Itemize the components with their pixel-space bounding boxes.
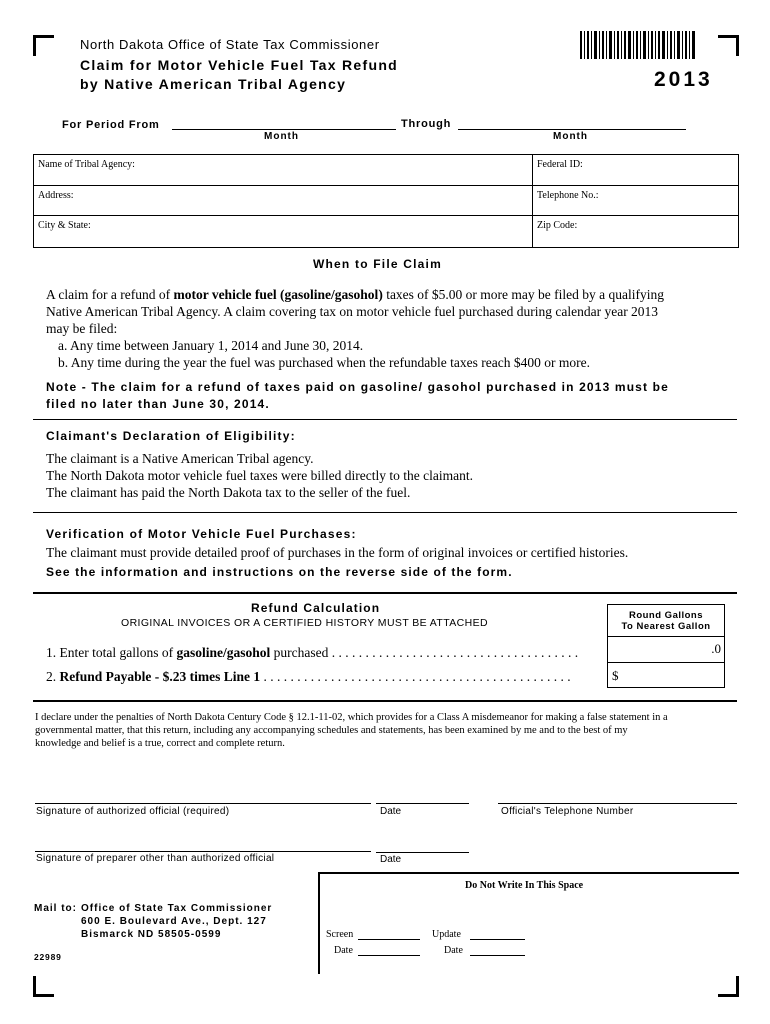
- screen-label: Screen: [326, 929, 354, 940]
- update-field: [470, 939, 525, 940]
- period-from-month-caption: Month: [264, 131, 299, 142]
- when-to-file-item-b: b. Any time during the year the fuel was purchased when the refundable taxes reach $400 or more.: [58, 355, 590, 370]
- preparer-signature-field[interactable]: [35, 851, 371, 852]
- line1-text-bold: gasoline/gasohol: [176, 645, 271, 660]
- verification-title: Verification of Motor Vehicle Fuel Purchases:: [46, 527, 357, 541]
- line2-text-bold: Refund Payable - $.23 times Line 1: [59, 669, 261, 684]
- corner-mark-bottom-left: [33, 976, 54, 997]
- when-to-file-line2: Native American Tribal Agency. A claim covering tax on motor vehicle fuel purchased during calendar year 2013: [46, 304, 659, 319]
- mail-line1: Office of State Tax Commissioner: [81, 903, 273, 914]
- when-to-file-intro: [46, 286, 664, 303]
- barcode: [580, 31, 695, 59]
- declaration-line3: The claimant has paid the North Dakota tax to the seller of the fuel.: [46, 485, 411, 500]
- penalty-line2: governmental matter, that this return, including any accompanying schedules and statements, has been examined by me and to the best of my: [35, 725, 628, 736]
- penalty-line1: I declare under the penalties of North Dakota Century Code § 12.1-11-02, which provides for a Class A misdemeanor for making a false statement in a: [35, 712, 668, 723]
- office-use-box: [318, 872, 739, 974]
- address-field[interactable]: Address:: [38, 190, 74, 201]
- divider-refund: [33, 592, 737, 594]
- form-title-line1: Claim for Motor Vehicle Fuel Tax Refund: [80, 57, 399, 73]
- tribal-agency-name-field[interactable]: Name of Tribal Agency:: [38, 159, 135, 170]
- corner-mark-bottom-right: [718, 976, 739, 997]
- gallons-column-box: [607, 604, 725, 688]
- line2-value: $: [612, 668, 619, 683]
- federal-id-field[interactable]: Federal ID:: [537, 159, 583, 170]
- line2-dots: . . . . . . . . . . . . . . . . . . . . . . . . . . . . . . . . . . . . . . . . . . . . . .: [260, 669, 571, 684]
- mail-to-label: Mail to:: [34, 903, 77, 914]
- corner-mark-top-right: [718, 35, 739, 56]
- official-phone-label: Official's Telephone Number: [501, 806, 634, 817]
- declaration-line2: The North Dakota motor vehicle fuel taxes were billed directly to the claimant.: [46, 468, 473, 483]
- note-line1: Note - The claim for a refund of taxes paid on gasoline/ gasohol purchased in 2013 must be: [46, 380, 669, 394]
- screen-date-label: Date: [334, 945, 353, 956]
- period-through-month-caption: Month: [553, 131, 588, 142]
- round-gallons-header: [608, 605, 724, 637]
- divider-declaration: [33, 419, 737, 420]
- period-through-month-field[interactable]: [458, 129, 686, 130]
- preparer-date-field[interactable]: [376, 852, 469, 853]
- round-line2: To Nearest Gallon: [621, 621, 711, 632]
- line2-refund-field[interactable]: [608, 663, 724, 687]
- office-use-title: Do Not Write In This Space: [465, 880, 584, 891]
- refund-title: Refund Calculation: [251, 601, 381, 615]
- declaration-line1: The claimant is a Native American Tribal agency.: [46, 451, 314, 466]
- city-state-field[interactable]: City & State:: [38, 220, 91, 231]
- refund-subtitle: ORIGINAL INVOICES OR A CERTIFIED HISTORY MUST BE ATTACHED: [121, 617, 489, 629]
- note-line2: filed no later than June 30, 2014.: [46, 397, 270, 411]
- intro-text-b: taxes of $5.00 or more may be filed by a qualifying: [382, 287, 664, 302]
- period-from-label: For Period From: [62, 119, 160, 131]
- preparer-date-label: Date: [380, 854, 402, 865]
- intro-text-bold: motor vehicle fuel (gasoline/gasohol): [173, 287, 383, 302]
- zip-code-field[interactable]: Zip Code:: [537, 220, 578, 231]
- official-signature-field[interactable]: [35, 803, 371, 804]
- screen-field: [358, 939, 420, 940]
- official-date-label: Date: [380, 806, 402, 817]
- update-date-field: [470, 955, 525, 956]
- line1-value: .0: [711, 641, 721, 656]
- line1-text-b: purchased . . . . . . . . . . . . . . . . . . . . . . . . . . . . . . . . . . . . .: [270, 645, 579, 660]
- claimant-info-box: [33, 154, 739, 248]
- divider-verification: [33, 512, 737, 513]
- update-date-label: Date: [444, 945, 463, 956]
- preparer-signature-label: Signature of preparer other than authorized official: [36, 853, 275, 864]
- declaration-title: Claimant's Declaration of Eligibility:: [46, 429, 296, 443]
- when-to-file-line3: may be filed:: [46, 321, 118, 336]
- corner-mark-top-left: [33, 35, 54, 56]
- line1-text-a: 1. Enter total gallons of: [46, 645, 177, 660]
- period-through-label: Through: [401, 118, 452, 130]
- divider-penalty: [33, 700, 737, 702]
- intro-text-a: A claim for a refund of: [46, 287, 174, 302]
- round-line1: Round Gallons: [628, 610, 704, 621]
- official-date-field[interactable]: [376, 803, 469, 804]
- screen-date-field: [358, 955, 420, 956]
- form-year: 2013: [654, 68, 713, 91]
- penalty-statement: [35, 711, 668, 750]
- refund-line2: [46, 668, 571, 685]
- penalty-line3: knowledge and belief is a true, correct and complete return.: [35, 738, 285, 749]
- when-to-file-item-a: a. Any time between January 1, 2014 and June 30, 2014.: [58, 338, 364, 353]
- refund-line1: [46, 644, 578, 661]
- form-title-line2: by Native American Tribal Agency: [80, 76, 347, 92]
- when-to-file-title: When to File Claim: [313, 257, 442, 271]
- line2-number: 2.: [46, 669, 60, 684]
- official-signature-label: Signature of authorized official (required): [36, 806, 230, 817]
- telephone-field[interactable]: Telephone No.:: [537, 190, 599, 201]
- agency-name: North Dakota Office of State Tax Commissioner: [80, 37, 380, 52]
- update-label: Update: [432, 929, 461, 940]
- official-phone-field[interactable]: [498, 803, 737, 804]
- verification-line2: See the information and instructions on the reverse side of the form.: [46, 565, 513, 579]
- mail-line3: Bismarck ND 58505-0599: [81, 929, 222, 940]
- period-from-month-field[interactable]: [172, 129, 396, 130]
- form-number: 22989: [34, 952, 62, 962]
- verification-line1: The claimant must provide detailed proof of purchases in the form of original invoices or certified histories.: [46, 545, 629, 560]
- mail-line2: 600 E. Boulevard Ave., Dept. 127: [81, 916, 267, 927]
- line1-gallons-field[interactable]: [608, 637, 724, 663]
